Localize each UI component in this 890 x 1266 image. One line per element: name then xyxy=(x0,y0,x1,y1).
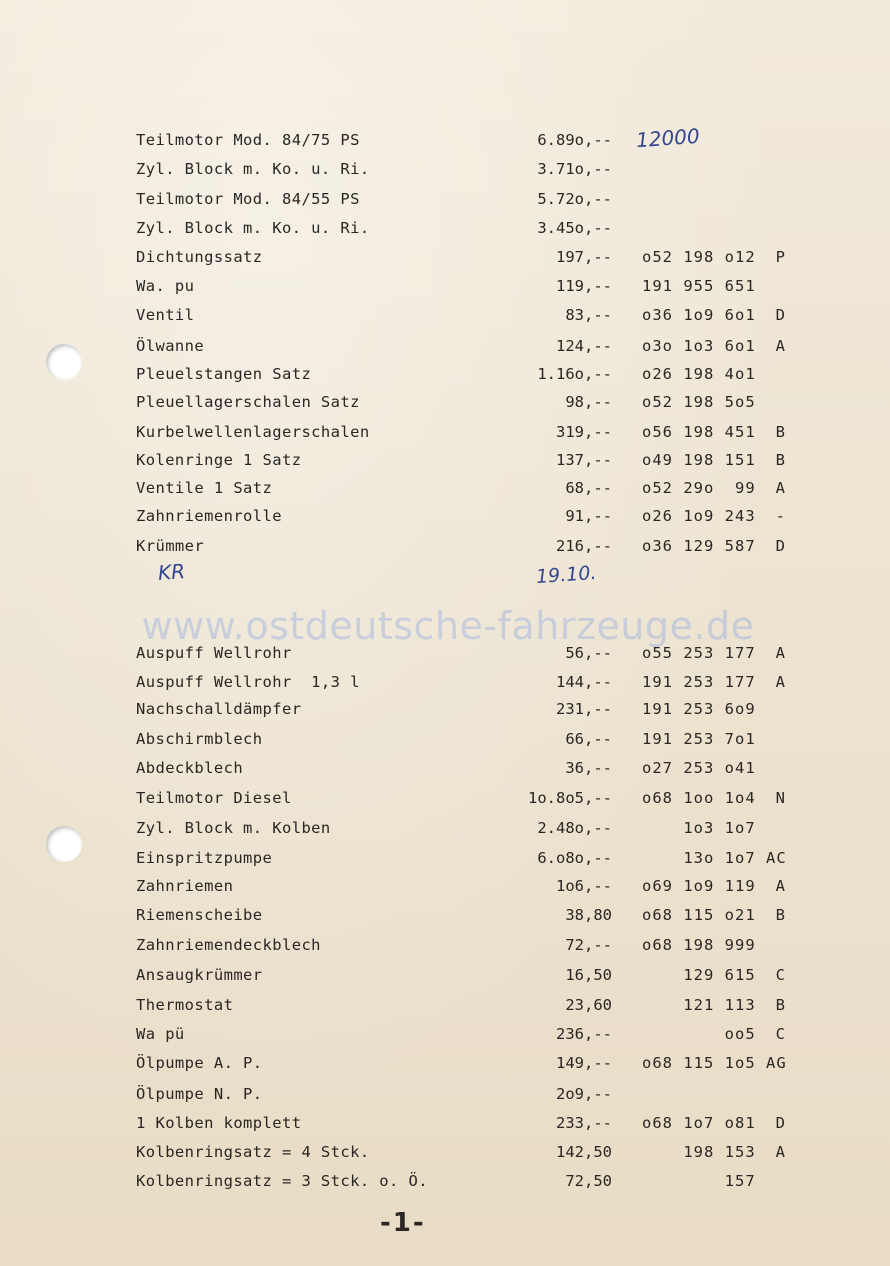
list-item xyxy=(0,670,890,694)
item-price: 1o6,-- xyxy=(556,877,612,895)
list-item xyxy=(0,504,890,528)
list-item xyxy=(0,303,890,327)
item-name: Abschirmblech xyxy=(136,730,263,748)
item-price: 231,-- xyxy=(556,700,612,718)
item-part-number xyxy=(642,476,786,500)
item-name: 1 Kolben komplett xyxy=(136,1114,302,1132)
list-item xyxy=(0,187,890,211)
part-number-value: 191 253 6o9 xyxy=(642,700,756,718)
part-number-value: o68 1oo 1o4 xyxy=(642,789,756,807)
item-price: 98,-- xyxy=(565,393,612,411)
part-suffix: A xyxy=(775,337,786,355)
item-price: 83,-- xyxy=(565,306,612,324)
item-price: 144,-- xyxy=(556,673,612,691)
list-item xyxy=(0,334,890,358)
item-price: 197,-- xyxy=(556,248,612,266)
part-suffix: B xyxy=(775,423,786,441)
item-part-number xyxy=(642,390,786,414)
item-part-number xyxy=(642,786,786,810)
item-name: Ölwanne xyxy=(136,337,205,355)
item-name: Teilmotor Diesel xyxy=(136,789,292,807)
item-part-number xyxy=(642,933,786,957)
item-price: 1o.8o5,-- xyxy=(528,789,612,807)
list-item xyxy=(0,874,890,898)
list-item xyxy=(0,245,890,269)
item-name: Dichtungssatz xyxy=(136,248,263,266)
part-suffix: AG xyxy=(766,1054,787,1072)
item-part-number xyxy=(642,727,786,751)
part-number-value: o68 198 999 xyxy=(642,936,756,954)
item-part-number xyxy=(642,334,786,358)
item-part-number xyxy=(683,993,786,1017)
item-price: 233,-- xyxy=(556,1114,612,1132)
part-number-value: o36 1o9 6o1 xyxy=(642,306,756,324)
item-price: 137,-- xyxy=(556,451,612,469)
part-suffix: B xyxy=(775,906,786,924)
part-number-value: 191 253 7o1 xyxy=(642,730,756,748)
item-price: 1.16o,-- xyxy=(537,365,612,383)
item-part-number xyxy=(683,816,786,840)
item-name: Kolbenringsatz = 3 Stck. o. Ö. xyxy=(136,1172,428,1190)
part-suffix: C xyxy=(775,966,786,984)
item-name: Zyl. Block m. Ko. u. Ri. xyxy=(136,219,370,237)
part-number-value: o26 1o9 243 xyxy=(642,507,756,525)
part-suffix: D xyxy=(775,1114,786,1132)
item-part-number xyxy=(642,420,786,444)
part-suffix: B xyxy=(775,451,786,469)
handwritten-price-note: 12000 xyxy=(635,123,701,153)
list-item xyxy=(0,1022,890,1046)
list-item xyxy=(0,1169,890,1193)
list-item xyxy=(0,390,890,414)
item-price: 3.45o,-- xyxy=(537,219,612,237)
item-name: Pleuelstangen Satz xyxy=(136,365,312,383)
part-suffix: A xyxy=(775,479,786,497)
part-number-value: 1o3 1o7 xyxy=(683,819,756,837)
item-price: 149,-- xyxy=(556,1054,612,1072)
item-part-number xyxy=(642,756,786,780)
item-name: Ansaugkrümmer xyxy=(136,966,263,984)
part-number-value: 198 153 xyxy=(683,1143,756,1161)
part-suffix: A xyxy=(775,644,786,662)
part-suffix: P xyxy=(775,248,786,266)
item-price: 38,80 xyxy=(565,906,612,924)
item-part-number xyxy=(642,641,786,665)
part-number-value: o55 253 177 xyxy=(642,644,756,662)
item-name: Ölpumpe A. P. xyxy=(136,1054,263,1072)
list-item xyxy=(0,1140,890,1164)
item-price: 56,-- xyxy=(565,644,612,662)
item-price: 124,-- xyxy=(556,337,612,355)
list-item xyxy=(0,963,890,987)
item-name: Thermostat xyxy=(136,996,234,1014)
item-price: 142,50 xyxy=(556,1143,612,1161)
list-item xyxy=(0,903,890,927)
list-item xyxy=(0,362,890,386)
handwritten-date-note: 19.10. xyxy=(535,561,598,589)
item-price: 6.89o,-- xyxy=(537,131,612,149)
part-number-value: o27 253 o41 xyxy=(642,759,756,777)
item-name: Zahnriemendeckblech xyxy=(136,936,321,954)
part-number-value: o68 1o7 o81 xyxy=(642,1114,756,1132)
item-price: 119,-- xyxy=(556,277,612,295)
item-part-number xyxy=(642,303,786,327)
part-suffix: A xyxy=(775,673,786,691)
part-suffix: D xyxy=(775,537,786,555)
item-name: Auspuff Wellrohr 1,3 l xyxy=(136,673,360,691)
part-suffix: A xyxy=(775,877,786,895)
item-price: 66,-- xyxy=(565,730,612,748)
list-item xyxy=(0,420,890,444)
list-item xyxy=(0,786,890,810)
list-item xyxy=(0,274,890,298)
item-name: Auspuff Wellrohr xyxy=(136,644,292,662)
list-item xyxy=(0,1051,890,1075)
item-name: Teilmotor Mod. 84/75 PS xyxy=(136,131,360,149)
item-price: 91,-- xyxy=(565,507,612,525)
item-part-number xyxy=(642,1051,786,1075)
item-name: Pleuellagerschalen Satz xyxy=(136,393,360,411)
item-part-number xyxy=(642,697,786,721)
item-part-number xyxy=(683,963,786,987)
item-part-number xyxy=(642,274,786,298)
item-part-number xyxy=(642,1111,786,1135)
item-part-number xyxy=(683,1140,786,1164)
item-part-number xyxy=(683,846,786,870)
item-part-number xyxy=(642,903,786,927)
item-part-number xyxy=(642,874,786,898)
item-price: 68,-- xyxy=(565,479,612,497)
item-price: 216,-- xyxy=(556,537,612,555)
part-number-value: 157 xyxy=(724,1172,756,1190)
item-name: Ventil xyxy=(136,306,195,324)
item-price: 2.48o,-- xyxy=(537,819,612,837)
item-part-number xyxy=(725,1022,786,1046)
item-name: Ölpumpe N. P. xyxy=(136,1085,263,1103)
item-name: Einspritzpumpe xyxy=(136,849,273,867)
part-number-value: 191 253 177 xyxy=(642,673,756,691)
part-suffix: C xyxy=(775,1025,786,1043)
part-number-value: o52 29o 99 xyxy=(642,479,756,497)
part-number-value: o68 115 1o5 xyxy=(642,1054,756,1072)
part-number-value: o68 115 o21 xyxy=(642,906,756,924)
item-part-number xyxy=(642,448,786,472)
part-number-value: oo5 xyxy=(724,1025,756,1043)
item-part-number xyxy=(756,157,786,181)
item-price: 6.o8o,-- xyxy=(537,849,612,867)
list-item xyxy=(0,641,890,665)
item-name: Kolenringe 1 Satz xyxy=(136,451,302,469)
list-item xyxy=(0,216,890,240)
item-price: 16,50 xyxy=(565,966,612,984)
item-name: Kurbelwellenlagerschalen xyxy=(136,423,370,441)
item-part-number xyxy=(642,362,786,386)
part-suffix: D xyxy=(775,306,786,324)
list-item xyxy=(0,993,890,1017)
item-part-number xyxy=(642,670,786,694)
list-item xyxy=(0,1082,890,1106)
item-price: 72,50 xyxy=(565,1172,612,1190)
part-number-value: 13o 1o7 xyxy=(683,849,756,867)
list-item xyxy=(0,476,890,500)
item-part-number xyxy=(756,1082,786,1106)
part-number-value: 191 955 651 xyxy=(642,277,756,295)
item-name: Zahnriemenrolle xyxy=(136,507,282,525)
handwritten-kr-note: KR xyxy=(157,559,186,585)
item-price: 5.72o,-- xyxy=(537,190,612,208)
part-number-value: o36 129 587 xyxy=(642,537,756,555)
item-part-number xyxy=(756,216,786,240)
item-price: 236,-- xyxy=(556,1025,612,1043)
item-name: Zahnriemen xyxy=(136,877,234,895)
part-suffix: AC xyxy=(766,849,787,867)
part-suffix: A xyxy=(775,1143,786,1161)
list-item xyxy=(0,697,890,721)
item-name: Abdeckblech xyxy=(136,759,244,777)
item-name: Krümmer xyxy=(136,537,205,555)
item-name: Ventile 1 Satz xyxy=(136,479,273,497)
list-item xyxy=(0,1111,890,1135)
part-number-value: 121 113 xyxy=(683,996,756,1014)
item-name: Kolbenringsatz = 4 Stck. xyxy=(136,1143,370,1161)
part-number-value: o69 1o9 119 xyxy=(642,877,756,895)
item-price: 319,-- xyxy=(556,423,612,441)
part-number-value: 129 615 xyxy=(683,966,756,984)
item-name: Teilmotor Mod. 84/55 PS xyxy=(136,190,360,208)
item-part-number xyxy=(756,128,786,152)
item-name: Zyl. Block m. Ko. u. Ri. xyxy=(136,160,370,178)
part-number-value: o3o 1o3 6o1 xyxy=(642,337,756,355)
part-suffix: B xyxy=(775,996,786,1014)
part-number-value: o26 198 4o1 xyxy=(642,365,756,383)
part-number-value: o52 198 5o5 xyxy=(642,393,756,411)
item-name: Riemenscheibe xyxy=(136,906,263,924)
item-price: 72,-- xyxy=(565,936,612,954)
list-item xyxy=(0,128,890,152)
item-part-number xyxy=(756,187,786,211)
item-name: Zyl. Block m. Kolben xyxy=(136,819,331,837)
item-price: 23,60 xyxy=(565,996,612,1014)
part-suffix: N xyxy=(775,789,786,807)
part-suffix: - xyxy=(775,507,786,525)
item-price: 36,-- xyxy=(565,759,612,777)
item-part-number xyxy=(642,504,786,528)
part-number-value: o49 198 151 xyxy=(642,451,756,469)
list-item xyxy=(0,448,890,472)
list-item xyxy=(0,846,890,870)
item-name: Wa pü xyxy=(136,1025,185,1043)
item-part-number xyxy=(642,245,786,269)
item-name: Nachschalldämpfer xyxy=(136,700,302,718)
page-number: -1- xyxy=(380,1208,426,1238)
part-number-value: o52 198 o12 xyxy=(642,248,756,266)
list-item xyxy=(0,933,890,957)
list-item xyxy=(0,157,890,181)
watermark-text: www.ostdeutsche-fahrzeuge.de xyxy=(141,604,755,648)
item-price: 3.71o,-- xyxy=(537,160,612,178)
list-item xyxy=(0,727,890,751)
item-part-number xyxy=(642,534,786,558)
part-number-value: o56 198 451 xyxy=(642,423,756,441)
item-part-number xyxy=(725,1169,786,1193)
list-item xyxy=(0,756,890,780)
item-name: Wa. pu xyxy=(136,277,195,295)
list-item xyxy=(0,534,890,558)
list-item xyxy=(0,816,890,840)
item-price: 2o9,-- xyxy=(556,1085,612,1103)
